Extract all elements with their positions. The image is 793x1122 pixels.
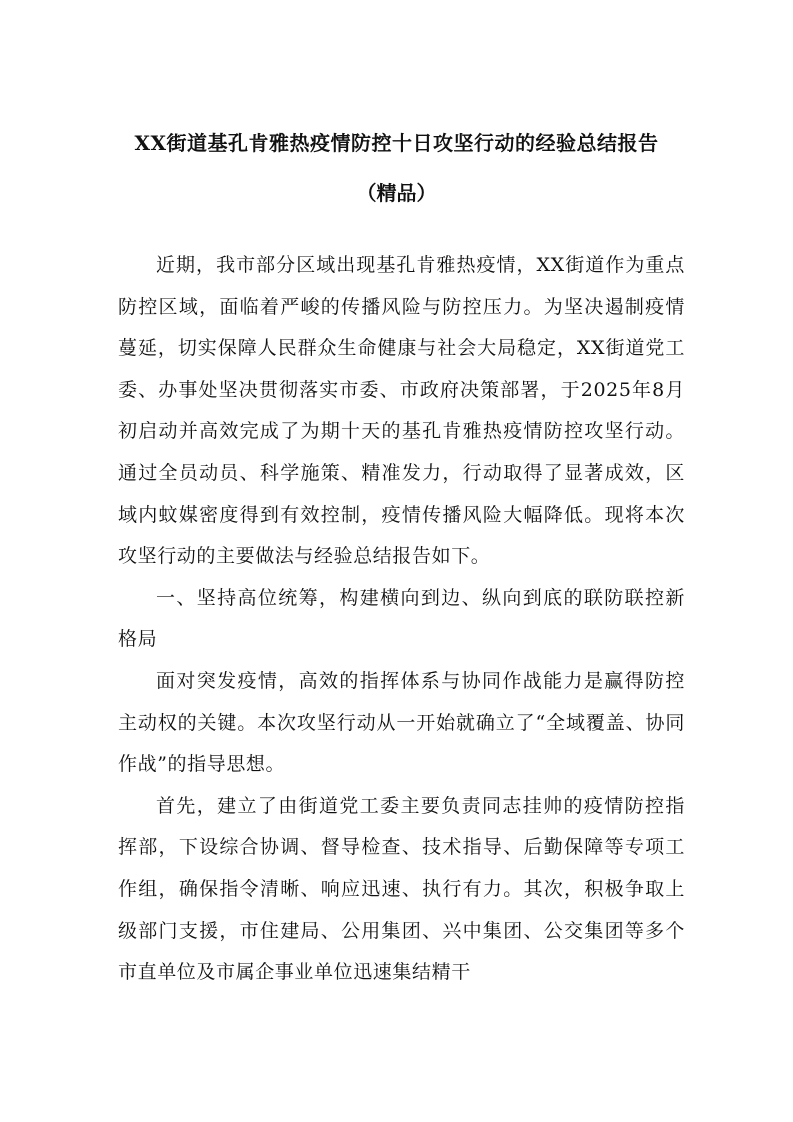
paragraph-section-1-detail: 首先，建立了由街道党工委主要负责同志挂帅的疫情防控指挥部，下设综合协调、督导检查、技术指导、后勤保障等专项工作组，确保指令清晰、响应迅速、执行有力。其次，积极争取上级部门支援，市住建局、公用集团、兴中集团、公交集团等多个市直单位及市属企事业单位迅速集结精干 <box>118 794 685 984</box>
paragraph-intro: 近期，我市部分区域出现基孔肯雅热疫情，XX街道作为重点防控区域，面临着严峻的传播风险与防控压力。为坚决遏制疫情蔓延，切实保障人民群众生命健康与社会大局稳定，XX街道党工委、办事处坚决贯彻落实市委、市政府决策部署，于2025年8月初启动并高效完成了为期十天的基孔肯雅热疫情防控攻坚行动。通过全员动员、科学施策、精准发力，行动取得了显著成效，区域内蚊媒密度得到有效控制，疫情传播风险大幅降低。现将本次攻坚行动的主要做法与经验总结报告如下。 <box>118 254 685 568</box>
document-title: XX街道基孔肯雅热疫情防控十日攻坚行动的经验总结报告 <box>134 131 659 155</box>
document-body <box>118 245 685 994</box>
paragraph-section-1-intro: 面对突发疫情，高效的指挥体系与协同作战能力是赢得防控主动权的关键。本次攻坚行动从一开始就确立了“全域覆盖、协同作战”的指导思想。 <box>118 669 685 776</box>
section-heading-1: 一、坚持高位统筹，构建横向到边、纵向到底的联防联控新格局 <box>118 586 685 651</box>
document-subtitle: （精品） <box>356 181 437 205</box>
